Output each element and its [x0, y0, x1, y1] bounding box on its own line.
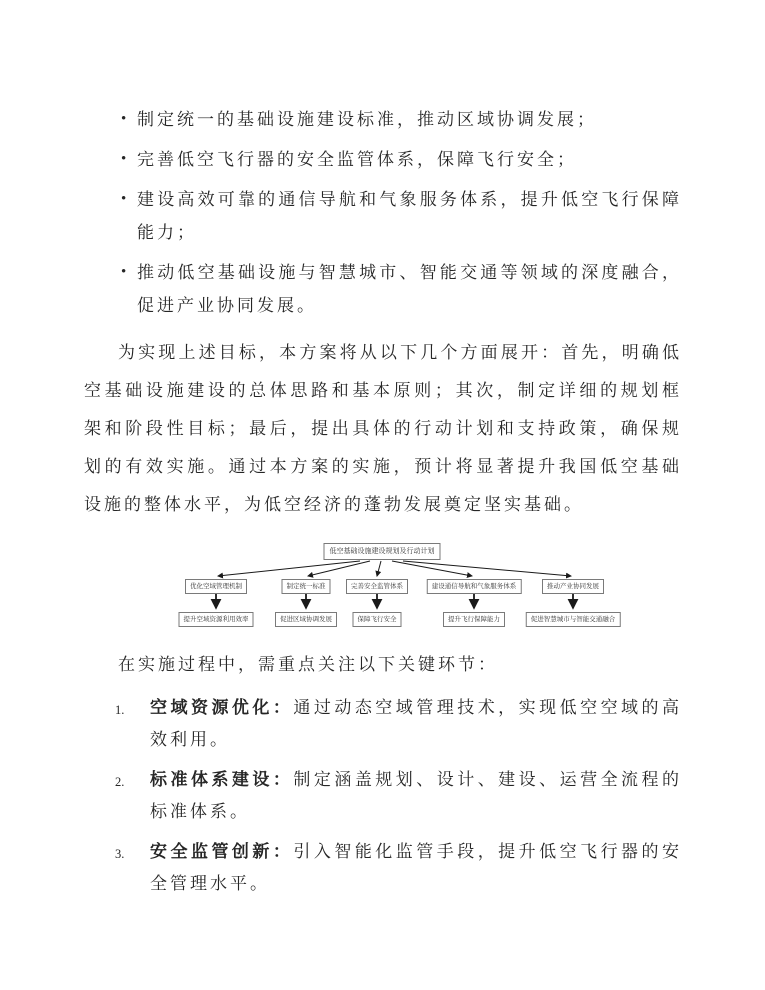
bullet-item-text: 完善低空飞行器的安全监管体系，保障飞行安全；	[137, 150, 577, 169]
list-number: 2.	[115, 775, 125, 789]
list-item-label: 安全监管创新：	[150, 842, 294, 861]
bullet-icon: •	[121, 264, 127, 280]
list-item-text: 引入智能化监管手段，提升低空飞行器的安全管理水平。	[150, 842, 683, 893]
list-item-label: 空域资源优化：	[150, 698, 294, 717]
diagram-branch-box: 完善安全监管体系	[346, 579, 408, 594]
list-item	[84, 692, 682, 756]
diagram-branch-box: 推动产业协同发展	[542, 579, 604, 594]
intro-paragraph: 为实现上述目标，本方案将从以下几个方面展开：首先，明确低空基础设施建设的总体思路和基本原则；其次，制定详细的规划框架和阶段性目标；最后，提出具体的行动计划和支持政策，确保规划的有效实施。通过本方案的实施，预计将显著提升我国低空基础设施的整体水平，为低空经济的蓬勃发展奠定坚实基础。	[84, 343, 682, 514]
bullet-item-text: 制定统一的基础设施建设标准，推动区域协调发展；	[137, 110, 597, 129]
list-item-text: 制定涵盖规划、设计、建设、运营全流程的标准体系。	[150, 770, 683, 821]
diagram-outcome-box: 保障飞行安全	[353, 612, 402, 627]
diagram-root-box: 低空基础设施建设规划及行动计划	[324, 543, 441, 560]
diagram-outcome-box: 促进区域协调发展	[275, 612, 337, 627]
list-item-label: 标准体系建设：	[150, 770, 294, 789]
bullet-item-text: 建设高效可靠的通信导航和气象服务体系，提升低空飞行保障能力；	[137, 190, 682, 242]
key-points-list	[84, 692, 682, 900]
list-item	[84, 143, 682, 176]
list-number: 3.	[115, 847, 125, 861]
goal-bullet-list	[84, 103, 682, 322]
bullet-icon: •	[121, 111, 127, 127]
list-item-text: 通过动态空域管理技术，实现低空空域的高效利用。	[150, 698, 683, 749]
diagram-outcome-box: 促进智慧城市与智能交通融合	[526, 612, 621, 627]
list-item	[84, 836, 682, 900]
implementation-note: 在实施过程中，需重点关注以下关键环节：	[118, 655, 498, 674]
bullet-item-text: 推动低空基础设施与智慧城市、智能交通等领域的深度融合，促进产业协同发展。	[137, 263, 682, 315]
infrastructure-plan-flowchart	[160, 540, 625, 632]
diagram-outcome-box: 提升飞行保障能力	[443, 612, 505, 627]
list-item	[84, 103, 682, 136]
list-item	[84, 256, 682, 322]
list-item	[84, 183, 682, 249]
list-item	[84, 764, 682, 828]
bullet-icon: •	[121, 191, 127, 207]
list-number: 1.	[115, 703, 125, 717]
diagram-branch-box: 优化空域管理机制	[185, 579, 247, 594]
diagram-branch-box: 建设通信导航和气象服务体系	[427, 579, 522, 594]
diagram-outcome-box: 提升空域资源利用效率	[179, 612, 254, 627]
diagram-branch-box: 制定统一标准	[282, 579, 331, 594]
bullet-icon: •	[121, 151, 127, 167]
